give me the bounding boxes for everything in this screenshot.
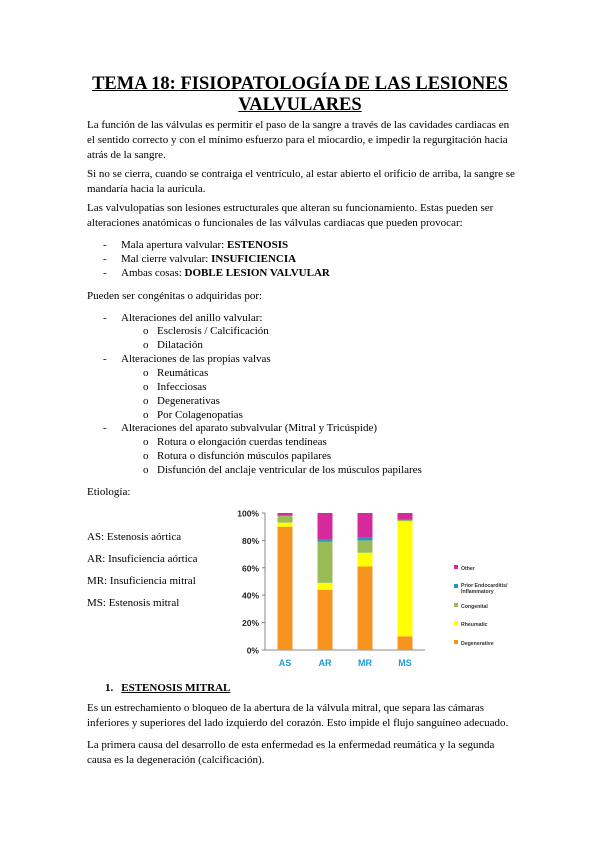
etiologia-label: Etiología: — [87, 486, 131, 498]
dash-bullet: - — [103, 267, 107, 279]
circle-bullet: o — [143, 381, 149, 393]
list-item-label: Alteraciones de las propias valvas — [121, 353, 271, 365]
y-tick-label: 40% — [241, 590, 259, 601]
bar-segment — [278, 516, 293, 523]
bar-segment — [278, 523, 293, 527]
bar-segment — [358, 513, 373, 538]
circle-bullet: o — [143, 325, 149, 337]
page-title — [60, 74, 540, 116]
paragraph-regurgitation: Si no se cierra, cuando se contraiga el ventrículo, al estar abierto el orificio de arriba, la sangre se mandaría hacia la aurícula. — [87, 168, 515, 195]
y-tick-label: 20% — [241, 618, 259, 629]
legend-label: Congenital — [461, 604, 488, 610]
abbreviation-as: AS: Estenosis aórtica — [87, 531, 182, 543]
list-item-label: Mal cierre valvular: — [121, 253, 212, 265]
bar-segment — [358, 538, 373, 541]
x-tick-label: AR — [318, 658, 332, 668]
bar-segment — [358, 553, 373, 567]
legend-swatch — [454, 640, 458, 644]
dash-bullet: - — [103, 312, 107, 324]
circle-bullet: o — [143, 436, 149, 448]
legend-swatch — [454, 603, 458, 607]
x-tick-label: MS — [398, 658, 412, 668]
section-heading-estenosis-mitral — [105, 682, 230, 694]
bar-segment — [358, 566, 373, 650]
legend-swatch — [454, 621, 458, 625]
sub-item-label: Reumáticas — [157, 367, 209, 379]
circle-bullet: o — [143, 395, 149, 407]
bar-segment — [398, 521, 413, 636]
sub-item-label: Infecciosas — [157, 381, 207, 393]
paragraph-causes: Pueden ser congénitas o adquiridas por: — [87, 290, 263, 302]
bar-segment — [278, 513, 293, 516]
list-item-term: ESTENOSIS — [226, 239, 289, 251]
legend-label: Degenerative — [461, 641, 494, 647]
bar-segment — [318, 590, 333, 650]
sub-item-label: Por Colagenopatias — [157, 409, 243, 421]
section-title: ESTENOSIS MITRAL — [121, 682, 231, 694]
section-number: 1. — [105, 682, 114, 694]
bar-segment — [278, 527, 293, 650]
legend-label: Prior Endocarditis/ — [461, 583, 508, 589]
legend-label: Other — [461, 566, 475, 572]
list-item-label: Ambas cosas: — [121, 267, 185, 279]
list-item-label: Alteraciones del anillo valvular: — [121, 312, 263, 324]
dash-bullet: - — [103, 422, 107, 434]
list-item-term: DOBLE LESION VALVULAR — [184, 267, 330, 279]
paragraph-intro: La función de las válvulas es permitir el paso de la sangre a través de las cavidades cardiacas en el sentido correcto y con el mínimo esfuerzo para el miocardio, e impedir la regurgitación hacia atrás de la sangre. — [87, 119, 510, 161]
sub-item-label: Degenerativas — [157, 395, 220, 407]
bar-segment — [398, 513, 413, 520]
sub-item-label: Rotura o disfunción músculos papilares — [157, 450, 332, 462]
sub-item-label: Disfunción del anclaje ventricular de los músculos papilares — [157, 464, 422, 476]
title-line-2: VALVULARES — [238, 95, 362, 115]
y-tick-label: 60% — [241, 563, 259, 574]
circle-bullet: o — [143, 367, 149, 379]
paragraph-definition: Es un estrechamiento o bloqueo de la abertura de la válvula mitral, que separa las cámaras inferiores y superiores del lado izquierdo del corazón. Esto impide el flujo sanguíneo adecuado. — [87, 702, 509, 729]
abbreviation-mr: MR: Insuficiencia mitral — [87, 575, 196, 587]
y-tick-label: 80% — [241, 535, 259, 546]
sub-item-label: Esclerosis / Calcificación — [157, 325, 269, 337]
paragraph-primary-cause: La primera causa del desarrollo de esta enfermedad es la enfermedad reumática y la segunda causa es la degeneración (calcificación). — [87, 739, 495, 766]
abbreviation-ar: AR: Insuficiencia aórtica — [87, 553, 198, 565]
list-item-label: Mala apertura valvular: — [121, 239, 227, 251]
bar-segment — [318, 583, 333, 590]
list-item-term: INSUFICIENCIA — [211, 253, 297, 265]
bar-segment — [318, 542, 333, 583]
etiology-chart — [225, 503, 525, 675]
bar-segment — [358, 540, 373, 552]
sub-item-label: Rotura o elongación cuerdas tendíneas — [157, 436, 327, 448]
bar-segment — [398, 520, 413, 521]
circle-bullet: o — [143, 339, 149, 351]
circle-bullet: o — [143, 409, 149, 421]
legend-label: Inflammatory — [461, 589, 494, 595]
x-tick-label: AS — [278, 658, 292, 668]
circle-bullet: o — [143, 450, 149, 462]
abbreviation-ms: MS: Estenosis mitral — [87, 597, 180, 609]
legend-swatch — [454, 584, 458, 588]
dash-bullet: - — [103, 239, 107, 251]
legend-label: Rheumatic — [461, 622, 488, 628]
x-tick-label: MR — [358, 658, 372, 668]
bar-segment — [318, 539, 333, 542]
dash-bullet: - — [103, 253, 107, 265]
bar-segment — [398, 636, 413, 650]
legend-swatch — [454, 565, 458, 569]
title-line-1: TEMA 18: FISIOPATOLOGÍA DE LAS LESIONES — [92, 74, 508, 94]
bar-segment — [318, 513, 333, 539]
dash-bullet: - — [103, 353, 107, 365]
paragraph-valvulopathies: Las valvulopatías son lesiones estructurales que alteran su funcionamiento. Estas pueden ser alteraciones anatómicas o funcionales de las válvulas cardiacas que pueden provocar: — [87, 202, 494, 229]
y-tick-label: 0% — [246, 645, 259, 656]
list-item-label: Alteraciones del aparato subvalvular (Mitral y Tricúspide) — [121, 422, 377, 434]
sub-item-label: Dilatación — [157, 339, 203, 351]
y-tick-label: 100% — [237, 508, 259, 519]
circle-bullet: o — [143, 464, 149, 476]
